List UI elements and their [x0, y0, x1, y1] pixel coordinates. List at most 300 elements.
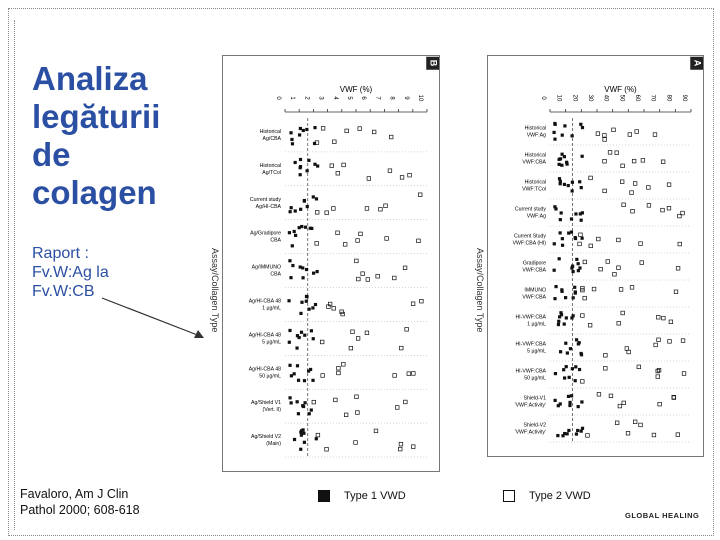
panel-b-row-label: Ag/HI-CBA 48	[248, 366, 281, 373]
panel-a-type1-marker	[570, 266, 573, 269]
panel-b-type1-marker	[314, 303, 317, 306]
panel-a-type2-marker	[597, 393, 601, 397]
panel-b-type2-marker	[336, 171, 340, 175]
panel-a-type2-marker	[589, 176, 593, 180]
panel-a-row-label: Current Study	[513, 233, 546, 240]
panel-a-row-label: HI-VWF:CBA	[515, 341, 546, 348]
panel-b-type1-marker	[302, 129, 305, 132]
panel-b-type2-marker	[358, 127, 362, 131]
panel-b-type1-marker	[299, 448, 302, 451]
panel-a-type2-marker	[652, 433, 656, 437]
subtitle-line-1: Raport :	[32, 245, 89, 262]
panel-b-type1-marker	[310, 329, 313, 332]
panel-b-type2-marker	[316, 433, 320, 437]
panel-b-type2-marker	[315, 242, 319, 246]
panel-a-type1-marker	[563, 155, 566, 158]
panel-a-type2-marker	[604, 353, 608, 357]
panel-a-type2-marker	[674, 290, 678, 294]
panel-b-type1-marker	[316, 270, 319, 273]
legend-type1	[318, 490, 406, 502]
panel-a-type1-marker	[561, 134, 564, 137]
panel-b-type1-marker	[309, 227, 312, 230]
panel-a-type1-marker	[576, 429, 579, 432]
panel-b-type1-marker	[291, 264, 294, 267]
panel-a-type2-marker	[630, 286, 634, 290]
panel-a-type2-marker	[641, 159, 645, 163]
citation-line-2: Pathol 2000; 608-618	[20, 503, 140, 517]
panel-a-type2-marker	[583, 296, 587, 300]
panel-b-row-label: Ag/HI-CBA 48	[248, 298, 281, 305]
panel-a-type1-marker	[580, 353, 583, 356]
panel-a-tick-label: 70	[649, 94, 656, 102]
panel-a-tick-label: 50	[618, 94, 625, 102]
panel-a-type1-marker	[553, 205, 556, 208]
panel-a-row-label: 5 µg/mL	[527, 348, 546, 355]
title-line-2: legăturii	[32, 98, 161, 135]
panel-a-row-label: 1 µg/mL	[527, 321, 546, 328]
panel-a-type1-marker	[581, 126, 584, 129]
panel-a-type2-marker	[628, 133, 632, 137]
subtitle-line-3: Fv.W:CB	[32, 283, 95, 300]
panel-b-type1-marker	[288, 231, 291, 234]
panel-a-type2-marker	[620, 180, 624, 184]
panel-a-type1-marker	[580, 186, 583, 189]
panel-b-type1-marker	[312, 272, 315, 275]
panel-b-type2-marker	[367, 177, 371, 181]
panel-a-type2-marker	[578, 242, 582, 246]
panel-a-type1-marker	[571, 189, 574, 192]
panel-b-type2-marker	[334, 398, 338, 402]
panel-a-type1-marker	[557, 320, 560, 323]
panel-a-type1-marker	[567, 429, 570, 432]
panel-b-type2-marker	[411, 302, 415, 306]
panel-a-type2-marker	[639, 242, 643, 246]
panel-a-type2-marker	[639, 423, 643, 427]
panel-a-type1-marker	[561, 244, 564, 247]
panel-b-type2-marker	[321, 374, 325, 378]
panel-a-row-label: 'VWF:Activity'	[514, 429, 546, 436]
panel-a-type2-marker	[676, 266, 680, 270]
panel-b-row-label: Ag/TCol	[262, 169, 281, 176]
panel-b-tick-label: 0	[275, 96, 281, 100]
panel-b-type2-marker	[355, 259, 359, 263]
panel-b-type1-marker	[301, 266, 304, 269]
panel-a-type2-marker	[622, 203, 626, 207]
panel-a-type2-marker	[662, 316, 666, 320]
panel-b-type1-marker	[289, 276, 292, 279]
citation	[20, 486, 200, 518]
panel-b-type2-marker	[372, 130, 376, 134]
panel-a-type1-marker	[562, 368, 565, 371]
panel-b-type1-marker	[313, 126, 316, 129]
panel-a-type2-marker	[619, 288, 623, 292]
panel-b-type2-marker	[376, 274, 380, 278]
brand-logo-text: GLOBAL HEALING	[625, 511, 700, 520]
panel-b-type2-marker	[411, 445, 415, 449]
panel-a-type2-marker	[622, 401, 626, 405]
panel-a-type2-marker	[599, 267, 603, 271]
panel-a-label: A	[690, 57, 704, 70]
panel-b-type1-marker	[303, 334, 306, 337]
panel-b-row-label: 5 µg/mL	[262, 339, 281, 346]
panel-a-tick-label: 60	[634, 94, 640, 102]
panel-a-type1-marker	[559, 180, 562, 183]
panel-a-side-label: Assay/Collagen Type	[475, 248, 485, 333]
panel-b-type2-marker	[365, 331, 369, 335]
panel-b-row-label: Historical	[259, 128, 281, 135]
panel-a-type2-marker	[592, 287, 596, 291]
panel-a-type2-marker	[657, 368, 661, 372]
panel-a-type1-marker	[553, 122, 556, 125]
panel-a-type2-marker	[668, 340, 672, 344]
panel-a-figure	[487, 55, 704, 457]
panel-b-type2-marker	[332, 207, 336, 211]
panel-a-type1-marker	[563, 322, 566, 325]
pointer-arrow	[100, 292, 210, 352]
panel-b-type1-marker	[288, 341, 291, 344]
panel-a-row-label: 'VWF:Activity'	[514, 402, 546, 409]
panel-b-type2-marker	[315, 211, 319, 215]
panel-a-type1-marker	[560, 288, 563, 291]
panel-b-type1-marker	[305, 268, 308, 271]
panel-b-type1-marker	[299, 208, 302, 211]
panel-a-type2-marker	[676, 433, 680, 437]
panel-a-type1-marker	[570, 316, 573, 319]
panel-a-row-label: VWF:Ag	[526, 213, 546, 220]
panel-a-type1-marker	[556, 434, 559, 437]
panel-b-side-label: Assay/Collagen Type	[210, 248, 220, 333]
panel-a-type1-marker	[578, 266, 581, 269]
panel-a-type2-marker	[579, 233, 583, 237]
panel-a-type2-marker	[581, 380, 585, 384]
panel-a-type2-marker	[609, 394, 613, 398]
panel-b-type1-marker	[296, 364, 299, 367]
panel-a-type2-marker	[661, 208, 665, 212]
panel-b-tick-label: 7	[374, 96, 381, 100]
panel-b-type1-marker	[290, 138, 293, 141]
title-line-1: Analiza	[32, 60, 148, 97]
panel-a-type1-marker	[565, 316, 568, 319]
panel-a-type2-marker	[632, 159, 636, 163]
panel-b-type1-marker	[289, 131, 292, 134]
panel-a-type1-marker	[557, 163, 560, 166]
panel-a-type1-marker	[568, 376, 571, 379]
panel-b-type1-marker	[310, 408, 313, 411]
panel-a-type1-marker	[563, 432, 566, 435]
panel-b-type2-marker	[325, 447, 329, 451]
panel-a-type2-marker	[608, 151, 612, 155]
panel-a-row-label: HI-VWF:CBA	[515, 314, 546, 321]
panel-a-type1-marker	[573, 286, 576, 289]
panel-a-type2-marker	[581, 314, 585, 318]
panel-a-type2-marker	[633, 182, 637, 186]
panel-a-type1-marker	[577, 262, 580, 265]
panel-a-row-label: Historical	[524, 152, 546, 159]
panel-b-type2-marker	[404, 400, 408, 404]
panel-a-type2-marker	[647, 204, 651, 208]
panel-b-type2-marker	[399, 442, 403, 446]
panel-a-type1-marker	[559, 402, 562, 405]
panel-a-row-label: VWF:CBA	[522, 159, 546, 166]
panel-b-type2-marker	[344, 413, 348, 417]
panel-b-type2-marker	[325, 211, 329, 215]
panel-a-type2-marker	[661, 160, 665, 164]
panel-a-type1-marker	[578, 180, 581, 183]
panel-b-type1-marker	[294, 209, 297, 212]
panel-a-type1-marker	[558, 257, 561, 260]
panel-b-type2-marker	[312, 400, 316, 404]
panel-a-type1-marker	[571, 181, 574, 184]
panel-b-type1-marker	[301, 276, 304, 279]
panel-b-type1-marker	[300, 331, 303, 334]
panel-a-type1-marker	[575, 338, 578, 341]
panel-b-row-label: CBA	[270, 237, 281, 244]
panel-b-type1-marker	[293, 230, 296, 233]
panel-b-type1-marker	[306, 169, 309, 172]
panel-a-tick-label: 40	[602, 94, 609, 102]
panel-a-type1-marker	[565, 162, 568, 165]
panel-b-type2-marker	[356, 411, 360, 415]
panel-a-type1-marker	[580, 237, 583, 240]
panel-b-type1-marker	[299, 165, 302, 168]
panel-a-tick-label: 90	[681, 94, 687, 102]
panel-a-type2-marker	[681, 339, 685, 343]
panel-b-type1-marker	[315, 197, 318, 200]
panel-a-tick-label: 0	[540, 96, 546, 100]
panel-a-type1-marker	[553, 269, 556, 272]
panel-b-type1-marker	[288, 259, 291, 262]
panel-a-type2-marker	[603, 159, 607, 163]
panel-a-type1-marker	[577, 405, 580, 408]
panel-a-row-label: VWF:CBA	[522, 294, 546, 301]
panel-a-row-label: VWF:Ag	[526, 132, 546, 139]
panel-b-row-label: (Vert. II)	[262, 407, 281, 414]
panel-b-type1-marker	[303, 379, 306, 382]
panel-a-type1-marker	[570, 217, 573, 220]
panel-b-type1-marker	[287, 299, 290, 302]
panel-a-type2-marker	[618, 404, 622, 408]
panel-b-type2-marker	[412, 372, 416, 376]
panel-a-type1-marker	[563, 183, 566, 186]
panel-b-type2-marker	[340, 310, 344, 314]
panel-b-type2-marker	[345, 129, 349, 133]
panel-a-type1-marker	[565, 365, 568, 368]
panel-b-type2-marker	[392, 276, 396, 280]
panel-b-type1-marker	[313, 163, 316, 166]
panel-a-type2-marker	[603, 134, 607, 138]
panel-a-type1-marker	[574, 365, 577, 368]
panel-b-row-label: 50 µg/mL	[259, 373, 281, 380]
panel-a-type2-marker	[603, 189, 607, 193]
legend-type1-label: Type 1 VWD	[344, 490, 406, 502]
panel-b-tick-label: 3	[317, 96, 324, 100]
panel-b-type2-marker	[357, 277, 361, 281]
panel-a-type1-marker	[580, 400, 583, 403]
panel-a-row-label: 50 µg/mL	[524, 375, 546, 382]
filled-square-icon	[318, 490, 330, 502]
panel-b-type1-marker	[295, 346, 298, 349]
panel-b-type1-marker	[303, 200, 306, 203]
panel-b-label: B	[426, 57, 440, 70]
panel-a-tick-label: 20	[571, 94, 578, 102]
panel-b-type1-marker	[299, 173, 302, 176]
panel-b-type2-marker	[356, 337, 360, 341]
panel-b-row-label: Ag/HI-CBA 48	[248, 332, 281, 339]
panel-b-type1-marker	[289, 210, 292, 213]
panel-b-tick-label: 10	[417, 94, 423, 102]
panel-b-type2-marker	[351, 330, 355, 334]
panel-a-row-label: Historical	[524, 125, 546, 132]
panel-b-type2-marker	[399, 346, 403, 350]
panel-b-tick-label: 1	[289, 96, 296, 100]
panel-b-row-label: 1 µg/mL	[262, 305, 281, 312]
panel-a-row-label: Shield-V1	[523, 395, 546, 402]
panel-b-type2-marker	[418, 193, 422, 197]
panel-a-type1-marker	[572, 296, 575, 299]
citation-line-1: Favaloro, Am J Clin	[20, 487, 129, 501]
panel-a-type1-marker	[561, 237, 564, 240]
panel-b-type1-marker	[297, 379, 300, 382]
title-line-4: colagen	[32, 174, 157, 211]
panel-a-type2-marker	[586, 434, 590, 438]
panel-b-tick-label: 6	[360, 96, 367, 100]
panel-b-type1-marker	[291, 142, 294, 145]
panel-a-row-label: HI-VWF:CBA	[515, 368, 546, 375]
panel-b-row-label: (Main)	[266, 441, 281, 448]
panel-a-type1-marker	[558, 158, 561, 161]
open-square-icon	[503, 490, 515, 502]
panel-b-type2-marker	[408, 173, 412, 177]
panel-b-type2-marker	[343, 243, 347, 247]
panel-b-type1-marker	[312, 195, 315, 198]
panel-b-row-label: Ag/Gradipore	[250, 230, 281, 237]
panel-b-type1-marker	[303, 401, 306, 404]
panel-b-type2-marker	[355, 395, 359, 399]
panel-a-type1-marker	[574, 237, 577, 240]
panel-b-type1-marker	[305, 300, 308, 303]
panel-a-type2-marker	[617, 321, 621, 325]
panel-b-row-label: Ag/Shield V1	[251, 400, 281, 407]
panel-b-type1-marker	[298, 226, 301, 229]
panel-a-type2-marker	[630, 191, 634, 195]
panel-b-type2-marker	[356, 239, 360, 243]
panel-a-type2-marker	[621, 164, 625, 168]
panel-a-type2-marker	[617, 238, 621, 242]
panel-b-type1-marker	[308, 308, 311, 311]
panel-a-type2-marker	[589, 244, 593, 248]
panel-a-type2-marker	[657, 338, 661, 342]
panel-a-plot	[488, 56, 703, 456]
panel-b-type2-marker	[388, 169, 392, 173]
panel-a-type1-marker	[559, 311, 562, 314]
panel-b-type1-marker	[298, 336, 301, 339]
panel-b-plot	[223, 56, 439, 471]
panel-a-type2-marker	[656, 315, 660, 319]
panel-b-type1-marker	[297, 412, 300, 415]
panel-a-type1-marker	[568, 404, 571, 407]
panel-a-row-label: VWF:TCol	[522, 186, 546, 193]
panel-a-type2-marker	[615, 151, 619, 155]
panel-b-type1-marker	[294, 161, 297, 164]
panel-a-type2-marker	[635, 130, 639, 134]
panel-b-tick-label: 8	[388, 96, 395, 100]
panel-b-type1-marker	[290, 374, 293, 377]
panel-a-type2-marker	[625, 347, 629, 351]
panel-a-type1-marker	[567, 395, 570, 398]
panel-a-type1-marker	[570, 231, 573, 234]
panel-a-tick-label: 10	[555, 94, 562, 102]
panel-a-type1-marker	[553, 242, 556, 245]
panel-b-type2-marker	[366, 278, 370, 282]
panel-a-type1-marker	[577, 342, 580, 345]
panel-a-row-label: VWF:CBA	[522, 267, 546, 274]
panel-b-type2-marker	[341, 312, 345, 316]
panel-b-tick-label: 4	[331, 96, 338, 100]
panel-a-type1-marker	[560, 211, 563, 214]
panel-b-type2-marker	[336, 231, 340, 235]
panel-b-type2-marker	[320, 340, 324, 344]
panel-b-type2-marker	[349, 346, 353, 350]
panel-a-type1-marker	[564, 296, 567, 299]
panel-b-type1-marker	[305, 295, 308, 298]
panel-b-type1-marker	[311, 379, 314, 382]
panel-b-type2-marker	[400, 176, 404, 180]
slide-title	[32, 60, 192, 212]
panel-a-type1-marker	[564, 342, 567, 345]
panel-b-type2-marker	[332, 307, 336, 311]
panel-a-type1-marker	[574, 212, 577, 215]
panel-b-type1-marker	[311, 306, 314, 309]
panel-a-type2-marker	[647, 186, 651, 190]
panel-b-axis-title: VWF (%)	[339, 85, 373, 94]
panel-b-row-label: Ag/Shield V2	[251, 434, 281, 441]
panel-b-type1-marker	[294, 234, 297, 237]
panel-b-type2-marker	[374, 429, 378, 433]
panel-b-type2-marker	[417, 239, 421, 243]
panel-b-type2-marker	[359, 232, 363, 236]
panel-b-type2-marker	[379, 207, 383, 211]
panel-a-type1-marker	[579, 212, 582, 215]
panel-b-figure	[222, 55, 440, 472]
panel-b-type1-marker	[303, 441, 306, 444]
panel-b-type1-marker	[288, 396, 291, 399]
panel-a-type2-marker	[654, 343, 658, 347]
panel-b-tick-label: 9	[402, 96, 409, 100]
panel-b-type2-marker	[393, 374, 397, 378]
panel-a-axis-title: VWF (%)	[604, 85, 637, 94]
panel-b-type2-marker	[321, 127, 325, 131]
panel-a-type2-marker	[612, 128, 616, 132]
panel-a-type1-marker	[563, 376, 566, 379]
panel-a-type1-marker	[566, 351, 569, 354]
panel-b-tick-label: 2	[303, 96, 310, 100]
panel-a-type2-marker	[631, 209, 635, 213]
panel-a-type2-marker	[603, 138, 607, 142]
panel-a-type1-marker	[567, 232, 570, 235]
panel-b-type1-marker	[306, 205, 309, 208]
panel-b-row-label: Ag/IMMUNO	[251, 264, 281, 271]
panel-a-type1-marker	[580, 219, 583, 222]
panel-a-type2-marker	[656, 375, 660, 379]
panel-b-type2-marker	[403, 266, 407, 270]
panel-b-row-label: Ag/HI-CBA	[255, 203, 281, 210]
panel-a-type1-marker	[553, 297, 556, 300]
panel-a-type1-marker	[559, 218, 562, 221]
panel-a-type2-marker	[658, 402, 662, 406]
panel-a-type2-marker	[640, 261, 644, 265]
panel-a-type1-marker	[563, 124, 566, 127]
panel-a-type1-marker	[578, 368, 581, 371]
